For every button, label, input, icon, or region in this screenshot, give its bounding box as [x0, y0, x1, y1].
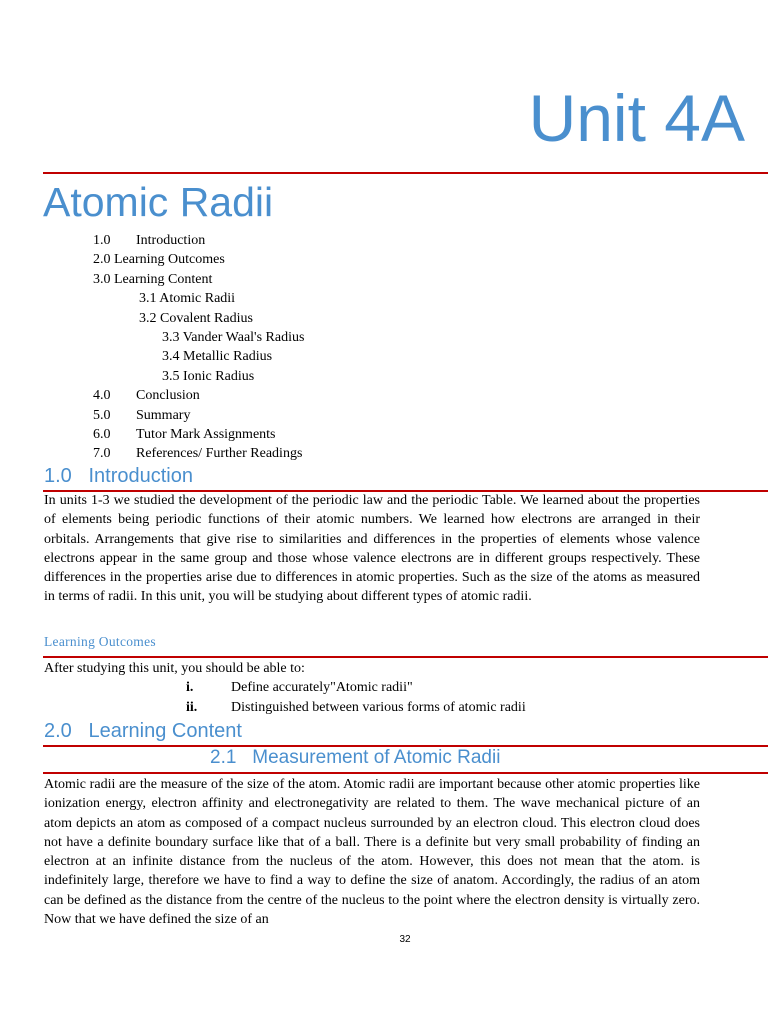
page-number: 32 [399, 934, 411, 945]
subsection-rule [43, 772, 768, 774]
toc-item: 6.0 Tutor Mark Assignments [93, 427, 276, 442]
outcomes-heading: Learning Outcomes [44, 634, 156, 649]
unit-title: Unit 4A [528, 81, 745, 155]
toc-item: 3.3 Vander Waal's Radius [162, 330, 305, 345]
outcomes-rule [43, 656, 768, 658]
subsection-heading: 2.1 Measurement of Atomic Radii [210, 747, 501, 768]
title-rule [43, 172, 768, 174]
toc-item: 4.0 Conclusion [93, 388, 200, 404]
toc-item: 3.0 Learning Content [93, 271, 213, 287]
toc-item: 3.1 Atomic Radii [139, 291, 236, 307]
toc-item: 1.0 Introduction [93, 233, 206, 248]
toc-item: 2.0 Learning Outcomes [93, 252, 225, 268]
content-heading: 2.0 Learning Content [44, 720, 242, 742]
toc-item: 3.4 Metallic Radius [162, 349, 273, 365]
content-paragraph: Atomic radii are the measure of the size of the atom. Atomic radii are important because other atomic properties like ionization energy, electron affinity and electronegativity are related to them. The wave mechanical picture of an atom depicts an atom as composed of a compact nucleus surrounded by an electron cloud. This electron cloud does not have a definite boundary surface like that of a ball. There is a definite but very small probability of finding an electron at an infinite distance from the nucleus of the atom. However, this does not mean that the atom. is indefinitely large, therefore we have to find a way to define the size of anatom. Accordingly, the radius of an atom can be defined as the distance from the centre of the nucleus to the point where the electron density is virtually zero. Now that we have defined the size of an [44, 777, 700, 928]
toc-item: 3.5 Ionic Radius [162, 368, 255, 384]
intro-paragraph: In units 1-3 we studied the development of the periodic law and the periodic Table. We learned about the properties of elements being periodic functions of their atomic numbers. We learned how electrons are arranged in their orbitals. Arrangements that give rise to similarities and differences in the properties of elements whose valence electrons appear in the same group and those whose valence electrons are in different groups respectively. These differences in the properties arise due to differences in atomic properties. Such as the size of the atoms as measured in terms of radii. In this unit, you will be studying about different types of atomic radii. [44, 493, 700, 605]
toc-item: 5.0 Summary [93, 407, 191, 423]
outcome-item: i. Define accurately"Atomic radii" [186, 680, 413, 695]
intro-heading: 1.0 Introduction [44, 465, 193, 487]
outcomes-lead: After studying this unit, you should be able to: [44, 661, 305, 676]
toc-item: 3.2 Covalent Radius [139, 310, 253, 326]
outcome-item: ii. Distinguished between various forms of atomic radii [186, 700, 526, 715]
toc-item: 7.0 References/ Further Readings [93, 446, 303, 462]
document-title: Atomic Radii [43, 179, 274, 225]
